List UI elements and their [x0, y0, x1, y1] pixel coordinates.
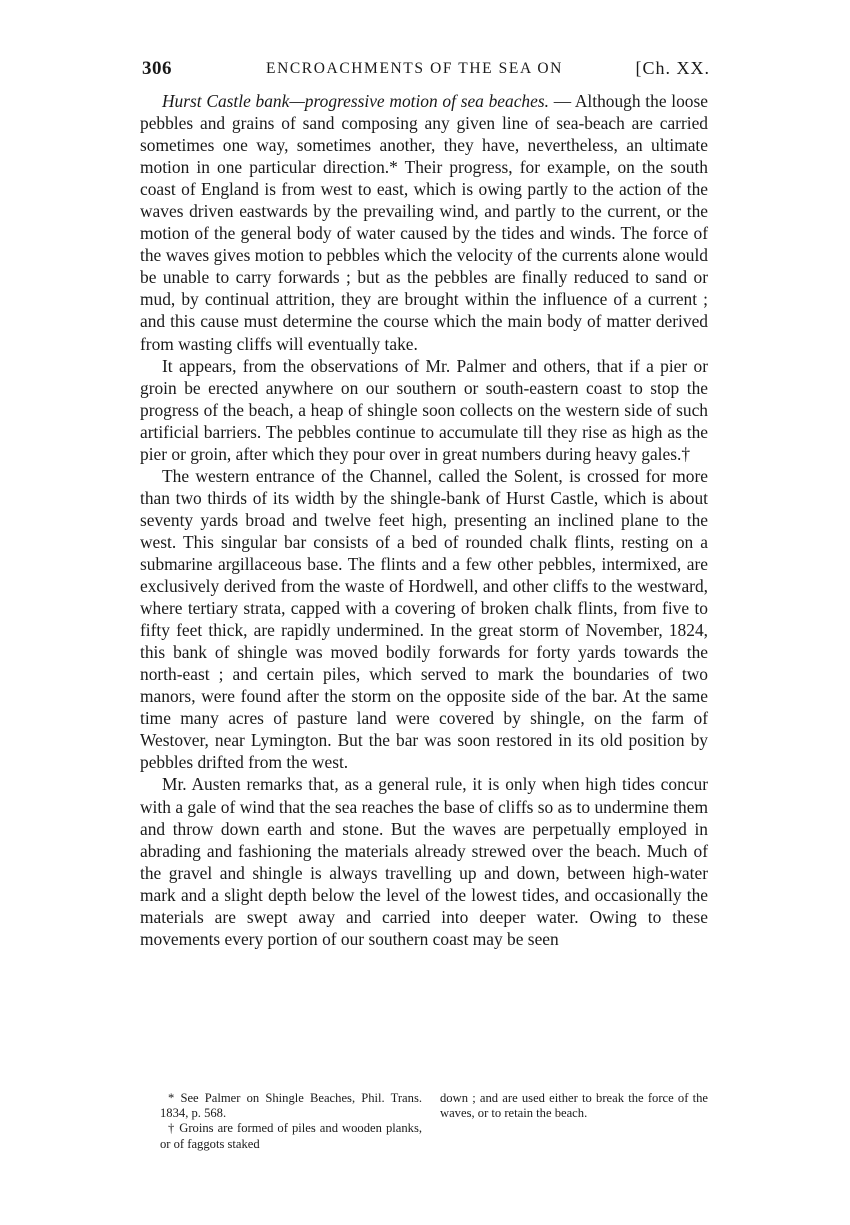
body-text	[140, 90, 708, 950]
section-lead-in: Hurst Castle bank—progressive motion of sea beaches.	[162, 91, 549, 111]
paragraph-text: — Although the loose pebbles and grains of sand composing any given line of sea-beach are carried sometimes one way, sometimes another, they have, nevertheless, an ultimate motion in one particular direction.* Their progress, for example, on the south coast of England is from west to east, which is owing partly to the action of the waves driven eastwards by the prevailing wind, and partly to the current, or the motion of the general body of water caused by the tides and winds. The force of the waves gives motion to pebbles which the velocity of the currents alone would be unable to carry forwards ; but as the pebbles are finally reduced to sand or mud, by continual attrition, they are brought within the influence of a current ; and this cause must determine the course which the main body of matter derived from wasting cliffs will eventually take.	[140, 91, 708, 354]
page-number: 306	[142, 58, 172, 79]
footnote-palmer: * See Palmer on Shingle Beaches, Phil. Trans. 1834, p. 568.	[160, 1091, 422, 1121]
footnote-column-right	[440, 1091, 708, 1121]
chapter-reference: [Ch. XX.	[635, 58, 710, 78]
footnote-column-left	[160, 1091, 422, 1152]
paragraph-hurst-castle-intro	[140, 90, 708, 355]
page-header	[142, 58, 710, 88]
footnote-groins: † Groins are formed of piles and wooden planks, or of faggots staked	[160, 1121, 422, 1151]
running-title: ENCROACHMENTS OF THE SEA ON	[266, 60, 563, 77]
footnote-groins-continued: down ; and are used either to break the force of the waves, or to retain the beach.	[440, 1091, 708, 1121]
paragraph-solent-shingle-bank: The western entrance of the Channel, called the Solent, is crossed for more than two thirds of its width by the shingle-bank of Hurst Castle, which is about seventy yards broad and twelve feet high, presenting an inclined plane to the west. This singular bar consists of a bed of rounded chalk flints, resting on a submarine argillaceous base. The flints and a few other pebbles, intermixed, are exclusively derived from the waste of Hordwell, and other cliffs to the westward, where tertiary strata, capped with a covering of broken chalk flints, from five to fifty feet thick, are rapidly undermined. In the great storm of November, 1824, this bank of shingle was moved bodily forwards for forty yards towards the north-east ; and certain piles, which served to mark the boundaries of two manors, were found after the storm on the opposite side of the bar. At the same time many acres of pasture land were covered by shingle, on the farm of Westover, near Lymington. But the bar was soon restored in its old position by pebbles drifted from the west.	[140, 465, 708, 773]
paragraph-palmer-observations: It appears, from the observations of Mr. Palmer and others, that if a pier or groin be erected anywhere on our southern or south-eastern coast to stop the progress of the beach, a heap of shingle soon collects on the western side of such artificial barriers. The pebbles continue to accumulate till they rise as high as the pier or groin, after which they pour over in great numbers during heavy gales.†	[140, 355, 708, 464]
paragraph-austen-remarks: Mr. Austen remarks that, as a general rule, it is only when high tides concur with a gale of wind that the sea reaches the base of cliffs so as to undermine them and throw down earth and stone. But the waves are perpetually employed in abrading and fashioning the materials already strewed over the beach. Much of the gravel and shingle is always travelling up and down, between high-water mark and a slight depth below the level of the lowest tides, and occasionally the materials are swept away and carried into deeper water. Owing to these movements every portion of our southern coast may be seen	[140, 774, 708, 949]
